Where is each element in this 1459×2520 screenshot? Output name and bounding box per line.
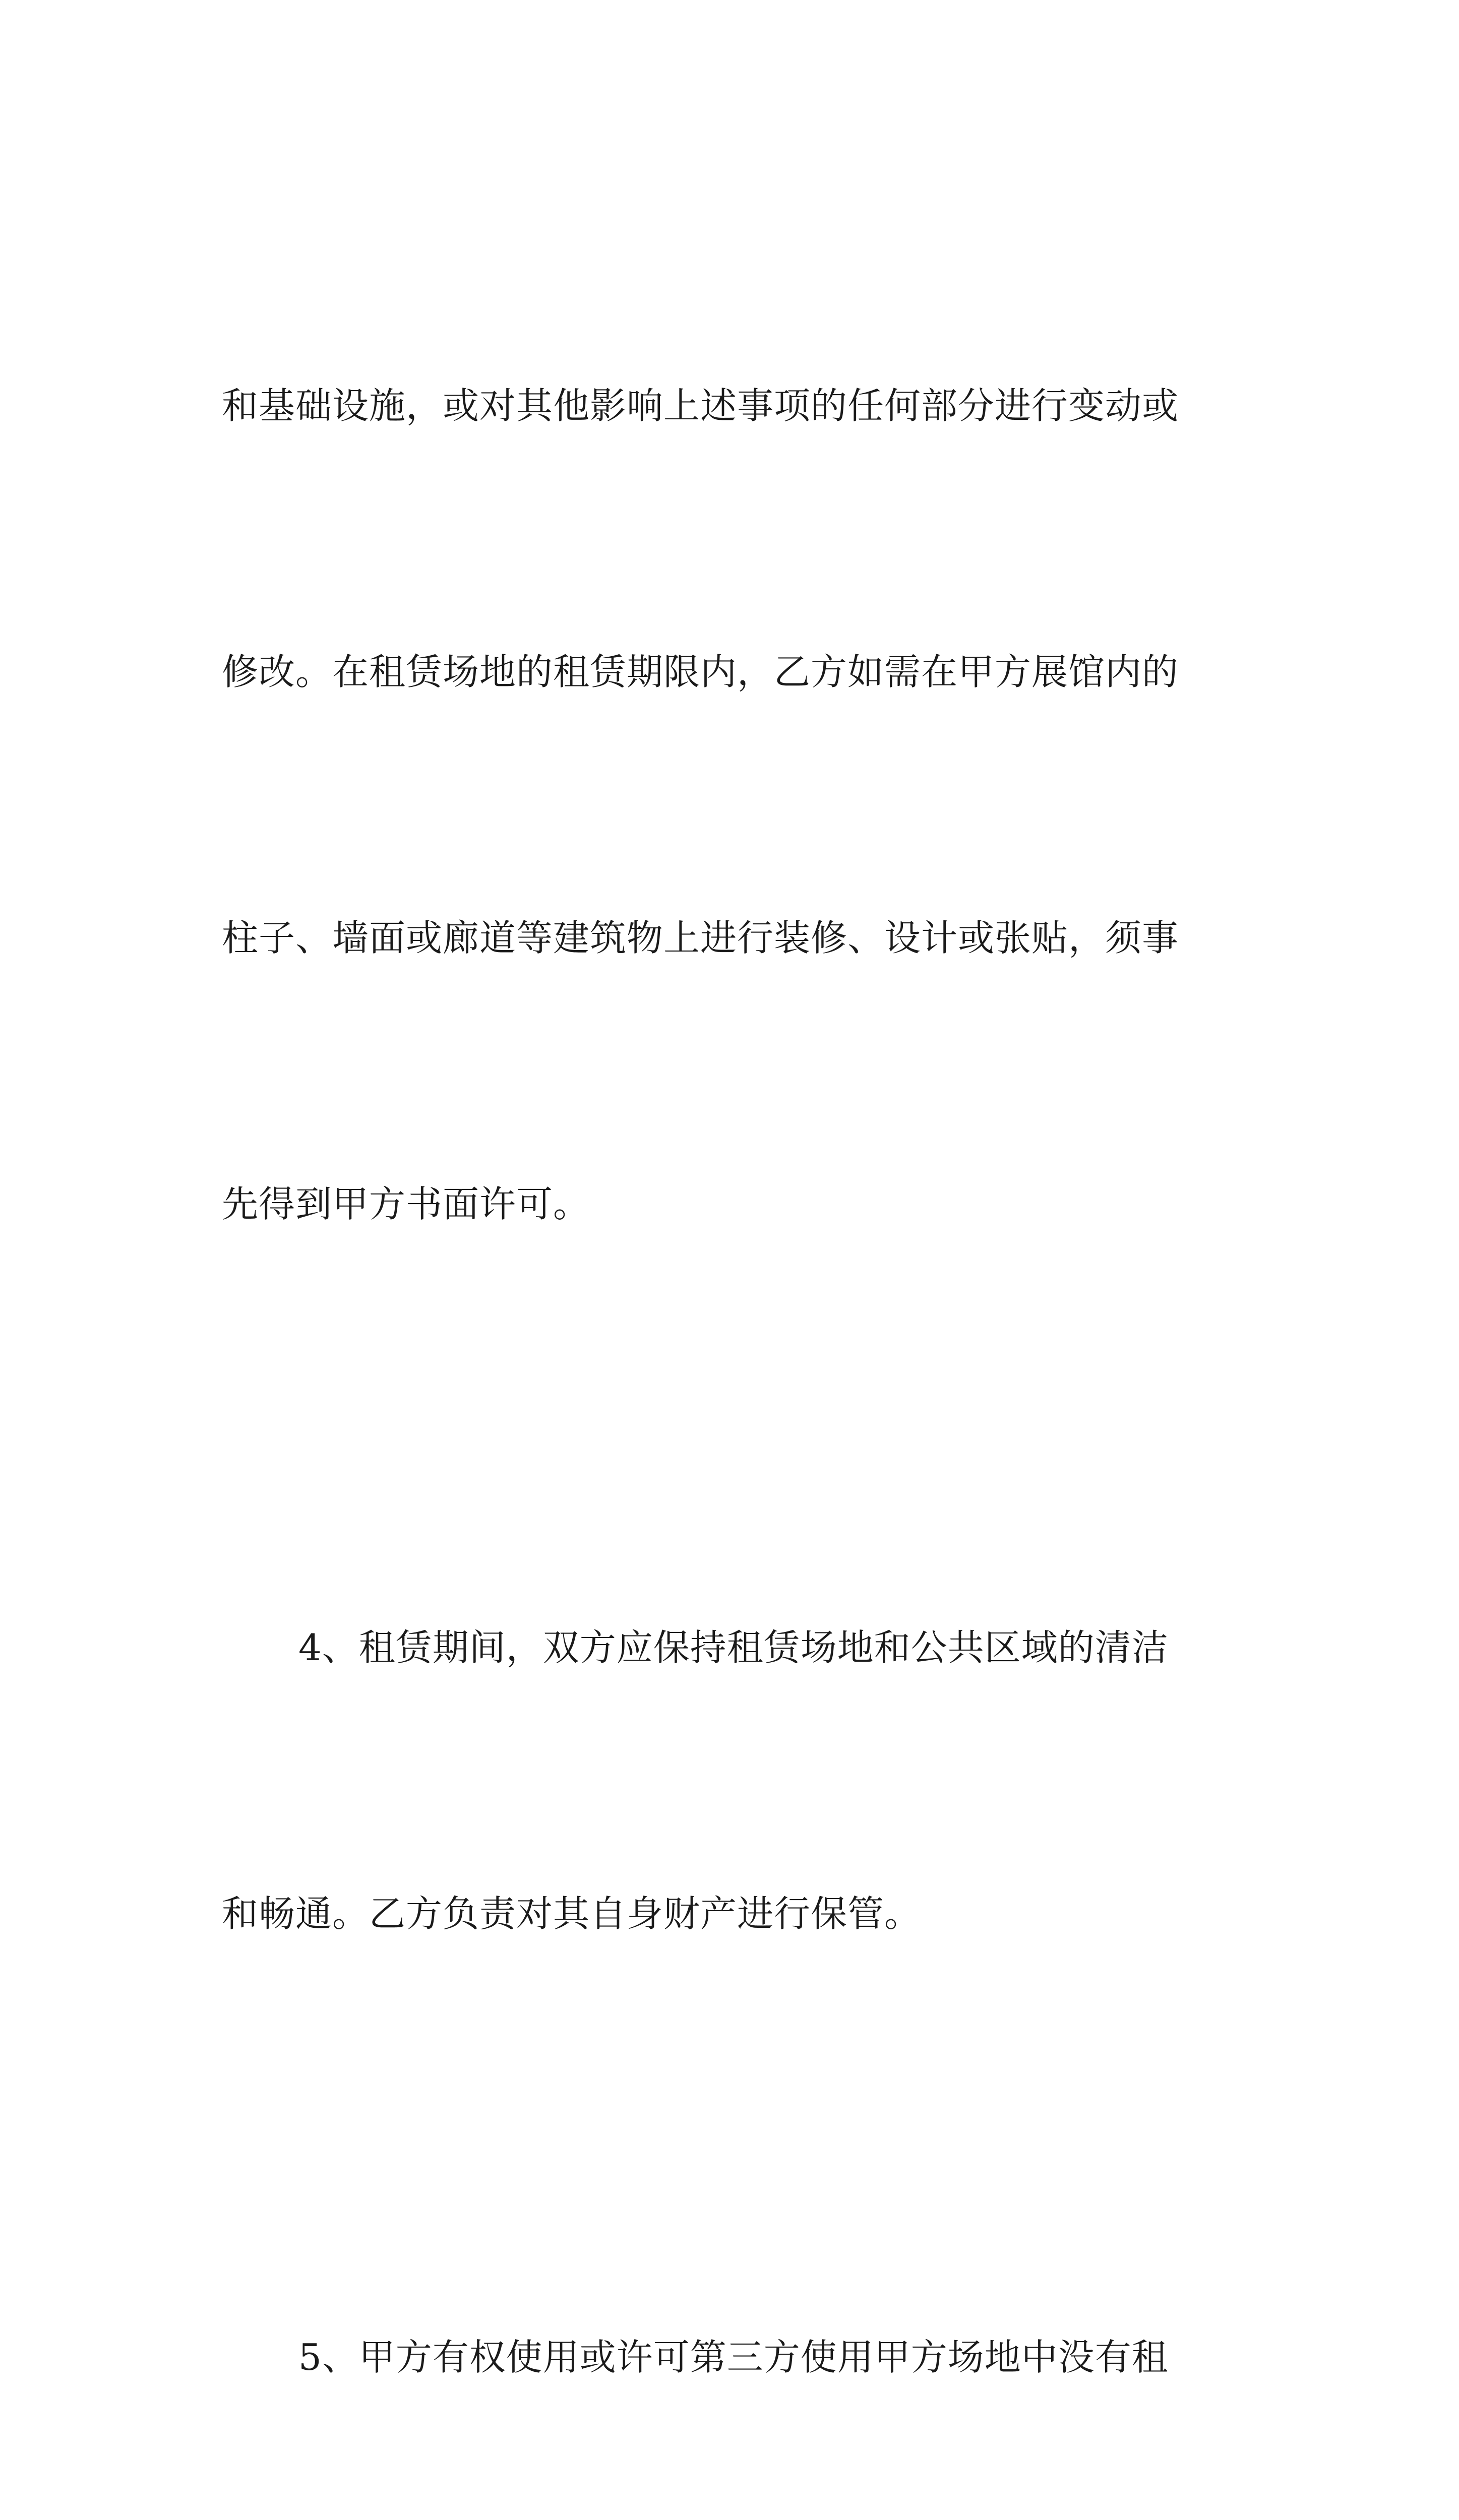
text-line: 4、租赁期间，双方应保持租赁场地和公共区域的清洁 (298, 1626, 1169, 1669)
paragraph-clause-4 (222, 1426, 1245, 2135)
text-line: 5、甲方有权使用或许可第三方使用甲方场地中没有租 (298, 2336, 1169, 2378)
text-line: 先得到甲方书面许可。 (222, 1183, 590, 1225)
text-line: 修改。在租赁场地的租赁期限内，乙方如需在甲方展馆内的 (222, 651, 1179, 693)
document-body (222, 184, 1245, 2520)
text-line: 柱子、墙面或廊道等建筑物上进行装修、设计或张贴，须事 (222, 917, 1179, 959)
paragraph-clause-5 (222, 2135, 1245, 2520)
text-line: 和基础设施，或对其他影响上述事项的任何部分进行变动或 (222, 385, 1179, 427)
text-line: 和畅通。乙方负责对其自身财产进行保管。 (222, 1893, 922, 1935)
paragraph-continuation (222, 184, 1245, 1426)
